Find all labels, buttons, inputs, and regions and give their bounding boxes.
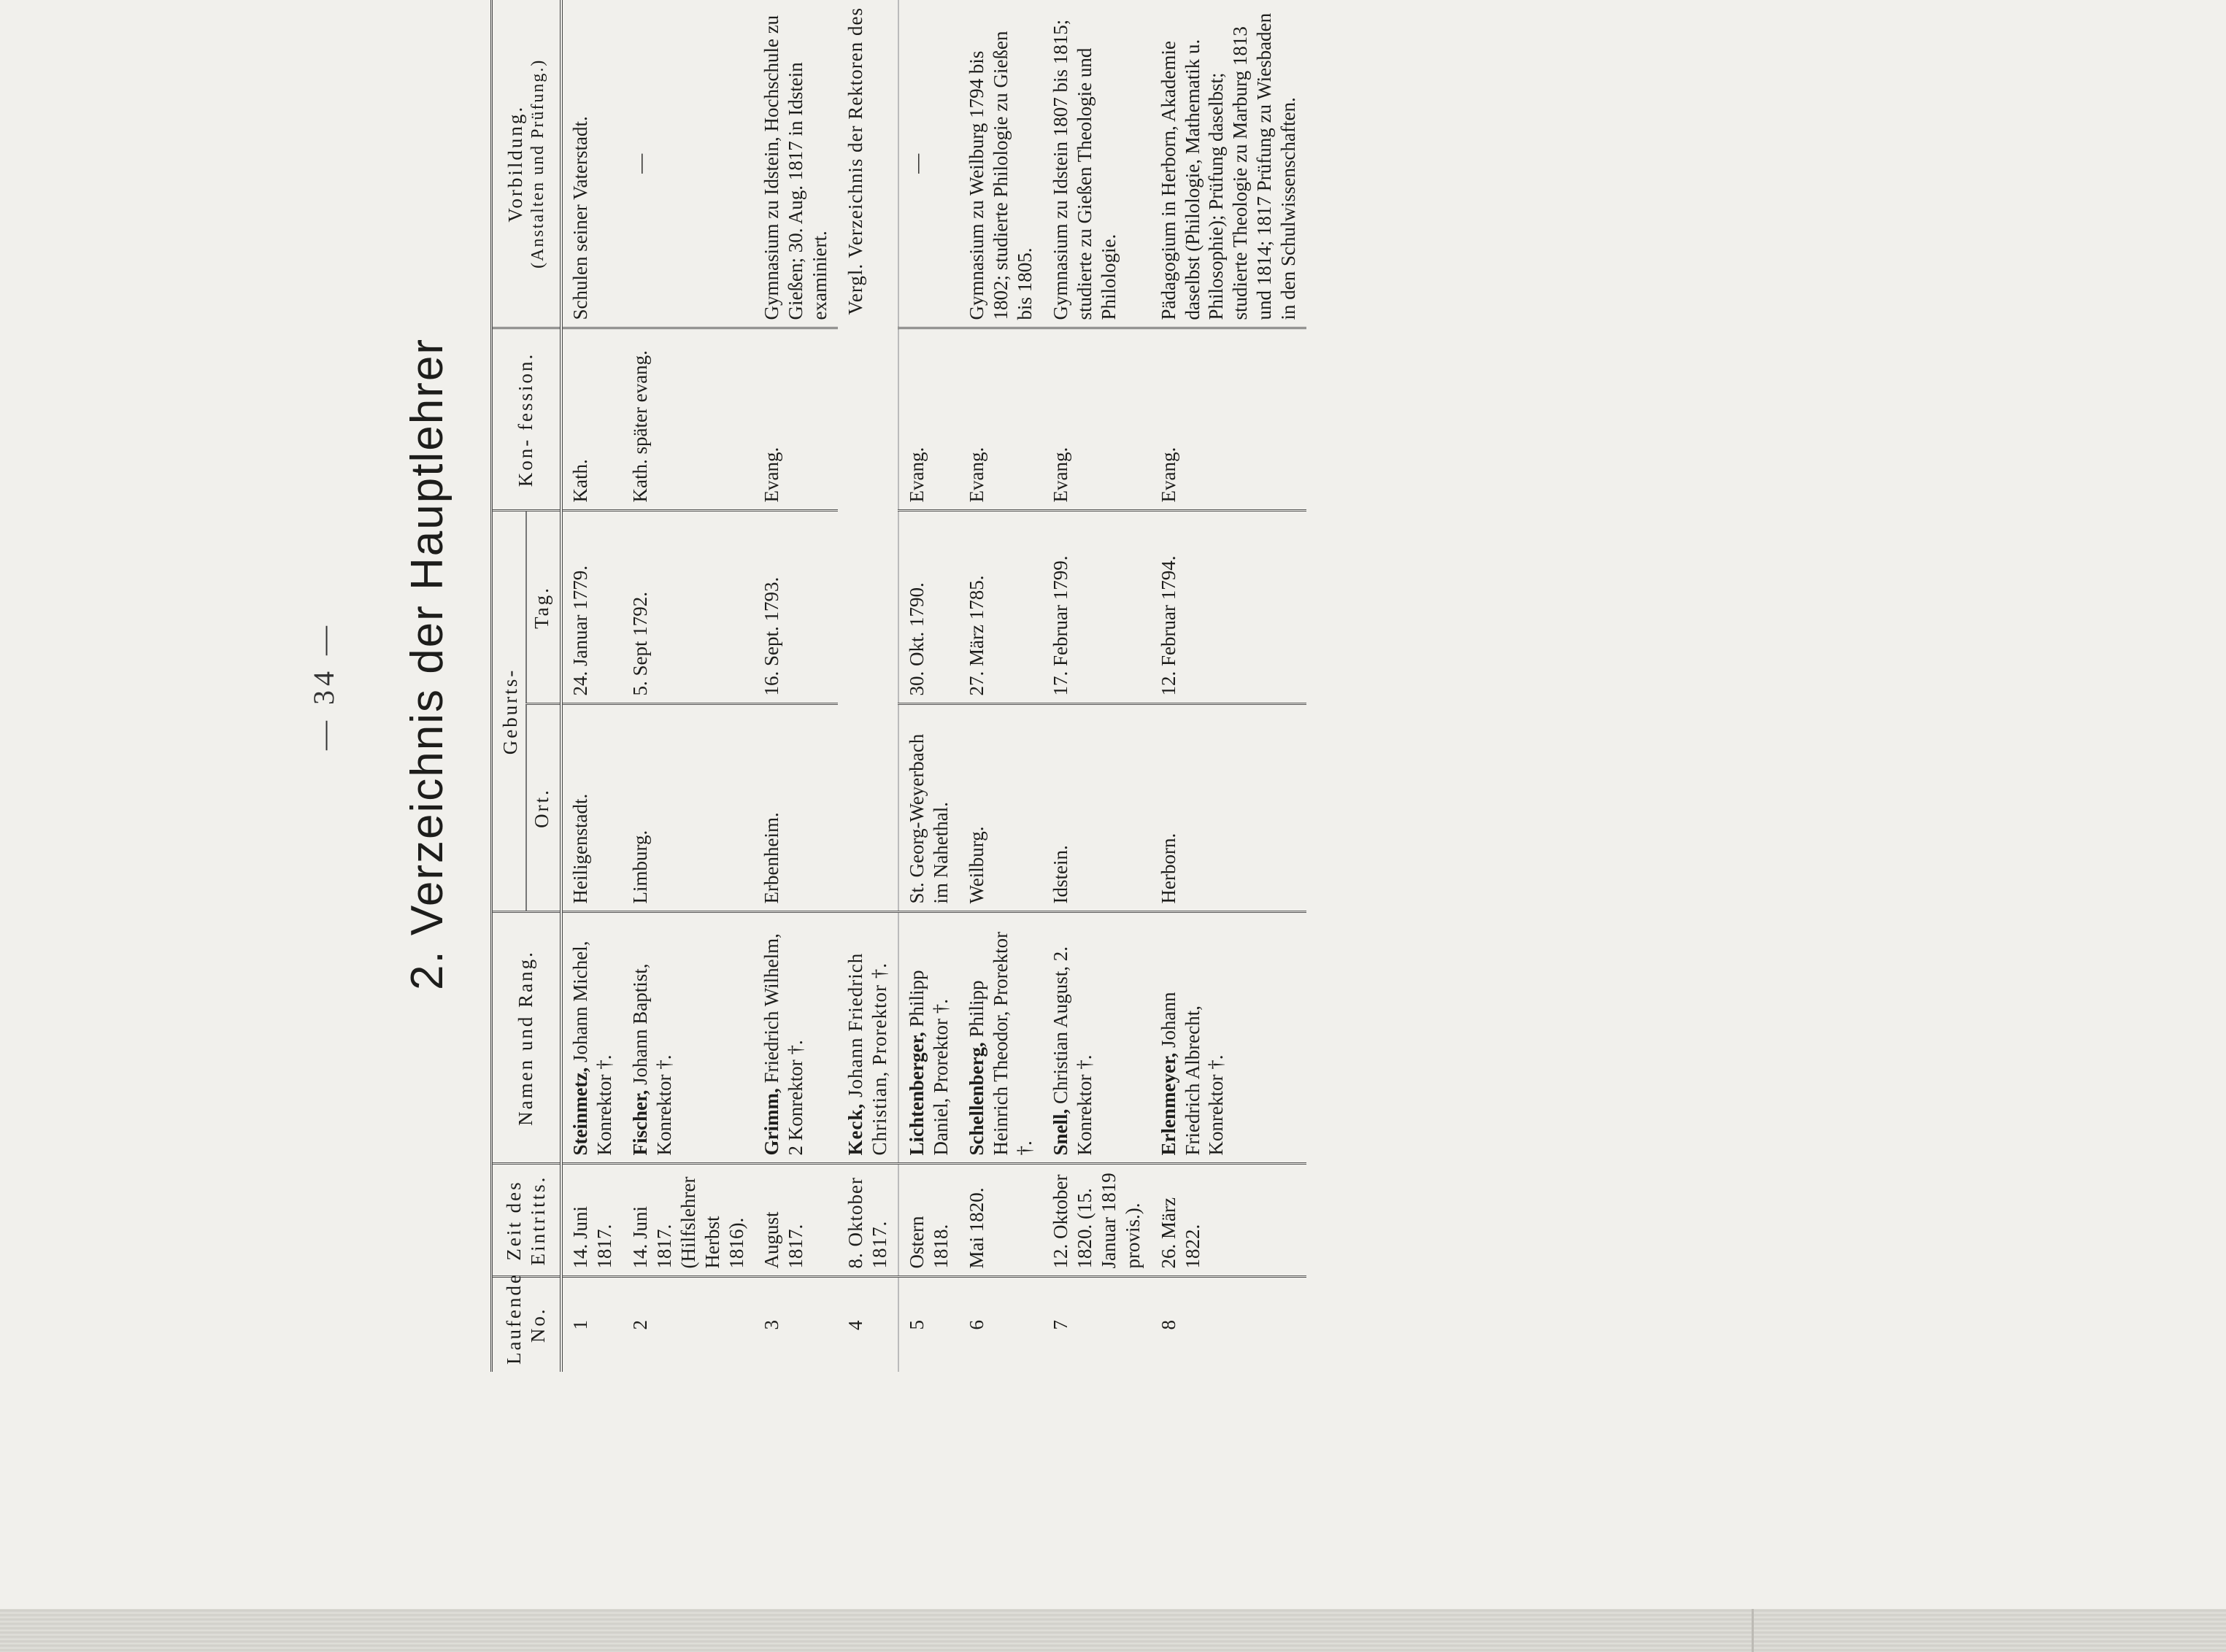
row-no: 3 [760, 1320, 783, 1330]
row-day: 16. Sept. 1793. [754, 511, 838, 704]
row-name-rest: Johann Friedrich Christian, Prorektor †. [844, 952, 891, 1156]
header-confession: Kon- fession. [492, 328, 561, 511]
row-training: — [623, 0, 755, 328]
row-name [1043, 912, 1151, 1164]
header-name: Namen und Rang. [492, 912, 561, 1164]
row-confession: Kath. später evang. [623, 328, 755, 511]
header-row [492, 0, 526, 1372]
row-surname: Steinmetz, [569, 1067, 591, 1156]
row-place: Idstein. [1043, 704, 1151, 912]
row-day: 12. Februar 1794. [1151, 511, 1307, 704]
table-title: 2. Verzeichnis der Hauptlehrer [402, 338, 452, 991]
table-row [754, 0, 838, 1372]
row-name [623, 912, 755, 1164]
document-page [277, 0, 2226, 1372]
header-training-label: Vorbildung. [504, 104, 526, 223]
row-name [959, 912, 1043, 1164]
row-date: 26. März 1822. [1151, 1164, 1307, 1277]
row-no: 1 [569, 1320, 591, 1330]
row-no: 4 [844, 1319, 867, 1330]
row-name-rest: Philipp Daniel, Prorektor †. [906, 970, 952, 1156]
row-place: Erbenheim. [754, 704, 838, 912]
page-number: — 34 — [307, 622, 340, 750]
row-training: Gymnasium zu Idstein 1807 bis 1815; studierte zu Gießen Theologie und Philologie. [1043, 0, 1151, 328]
row-name-rest: Johann Friedrich Albrecht, Konrektor †. [1157, 992, 1228, 1156]
header-no: Laufende No. [492, 1277, 561, 1372]
row-confession: Evang. [959, 328, 1043, 511]
row-training: Pädagogium in Herborn, Akademie daselbst (Philologie, Mathematik u. Philosophie); Prüfung daselbst; studierte Theologie zu Marburg 1813 und 1814; 1817 Prüfung zu Wiesbaden in den Schulwissenschaften. [1151, 0, 1307, 328]
table-row [838, 0, 898, 1372]
row-surname: Erlenmeyer, [1157, 1052, 1179, 1156]
row-name [898, 912, 959, 1164]
row-date: 14. Juni 1817. (Hilfslehrer Herbst 1816). [623, 1164, 755, 1277]
row-training: — [898, 0, 959, 328]
row-confession: Evang. [1151, 328, 1307, 511]
row-date: 14. Juni 1817. [561, 1164, 623, 1277]
row-date: August 1817. [754, 1164, 838, 1277]
row-place: Weilburg. [959, 704, 1043, 912]
row-place: St. Georg-Weyerbach im Nahethal. [898, 704, 959, 912]
row-date: 8. Oktober 1817. [838, 1164, 898, 1277]
row-name [1151, 912, 1307, 1164]
table-row [623, 0, 755, 1372]
row-name [838, 912, 898, 1164]
book-gutter [1752, 1609, 1754, 1652]
teacher-register-table [490, 0, 1306, 1372]
row-name-rest: Johann Baptist, Konrektor †. [628, 963, 675, 1156]
row-confession: Evang. [754, 328, 838, 511]
row-no: 7 [1049, 1320, 1071, 1330]
row-day: 27. März 1785. [959, 511, 1043, 704]
row-date: Mai 1820. [959, 1164, 1043, 1277]
table-row [1151, 0, 1307, 1372]
row-training: Gymnasium zu Idstein, Hochschule zu Gießen; 30. Aug. 1817 in Idstein examiniert. [754, 0, 838, 328]
row-place: Herborn. [1151, 704, 1307, 912]
row-name [754, 912, 838, 1164]
row-no: 8 [1157, 1320, 1179, 1330]
row-day: 24. Januar 1779. [561, 511, 623, 704]
row-surname: Snell, [1049, 1108, 1071, 1156]
table-row [561, 0, 623, 1372]
row-place: Heiligenstadt. [561, 704, 623, 912]
header-date: Zeit des Eintritts. [492, 1164, 561, 1277]
row-day: 30. Okt. 1790. [898, 511, 959, 704]
row-confession: Evang. [898, 328, 959, 511]
row-name [561, 912, 623, 1164]
table-row [959, 0, 1043, 1372]
header-day: Tag. [526, 511, 561, 704]
row-surname: Grimm, [760, 1088, 783, 1156]
scan-page-edge [0, 1609, 2226, 1652]
row-confession: Kath. [561, 328, 623, 511]
row-surname: Fischer, [628, 1089, 651, 1156]
row-day: 17. Februar 1799. [1043, 511, 1151, 704]
table-row [898, 0, 959, 1372]
row-place: Limburg. [623, 704, 755, 912]
row-no: 6 [966, 1320, 987, 1330]
row-note: Vergl. Verzeichnis der Rektoren des [838, 0, 898, 912]
row-no: 2 [628, 1320, 651, 1330]
row-name-rest: Friedrich Wilhelm, 2 Konrektor †. [760, 933, 807, 1156]
row-name-rest: Johann Michel, Konrektor †. [569, 941, 615, 1156]
row-surname: Keck, [844, 1103, 867, 1156]
row-day: 5. Sept 1792. [623, 511, 755, 704]
row-name-rest: Philipp Heinrich Theodor, Prorektor †. [966, 931, 1036, 1156]
row-date: 12. Oktober 1820. (15. Januar 1819 provis.). [1043, 1164, 1151, 1277]
table-row [1043, 0, 1151, 1372]
header-place: Ort. [526, 704, 561, 912]
row-surname: Lichtenberger, [906, 1032, 928, 1156]
header-training-sub: (Anstalten und Prüfung.) [528, 58, 547, 269]
row-date: Ostern 1818. [898, 1164, 959, 1277]
row-training: Gymnasium zu Weilburg 1794 bis 1802; studierte Philologie zu Gießen bis 1805. [959, 0, 1043, 328]
header-training [492, 0, 561, 328]
row-no: 5 [898, 1277, 959, 1372]
row-confession: Evang. [1043, 328, 1151, 511]
row-surname: Schellenberg, [966, 1042, 987, 1156]
row-training: Schulen seiner Vaterstadt. [561, 0, 623, 328]
header-birth: Geburts- [492, 511, 526, 912]
row-name-rest: Christian August, 2. Konrektor †. [1049, 946, 1095, 1156]
